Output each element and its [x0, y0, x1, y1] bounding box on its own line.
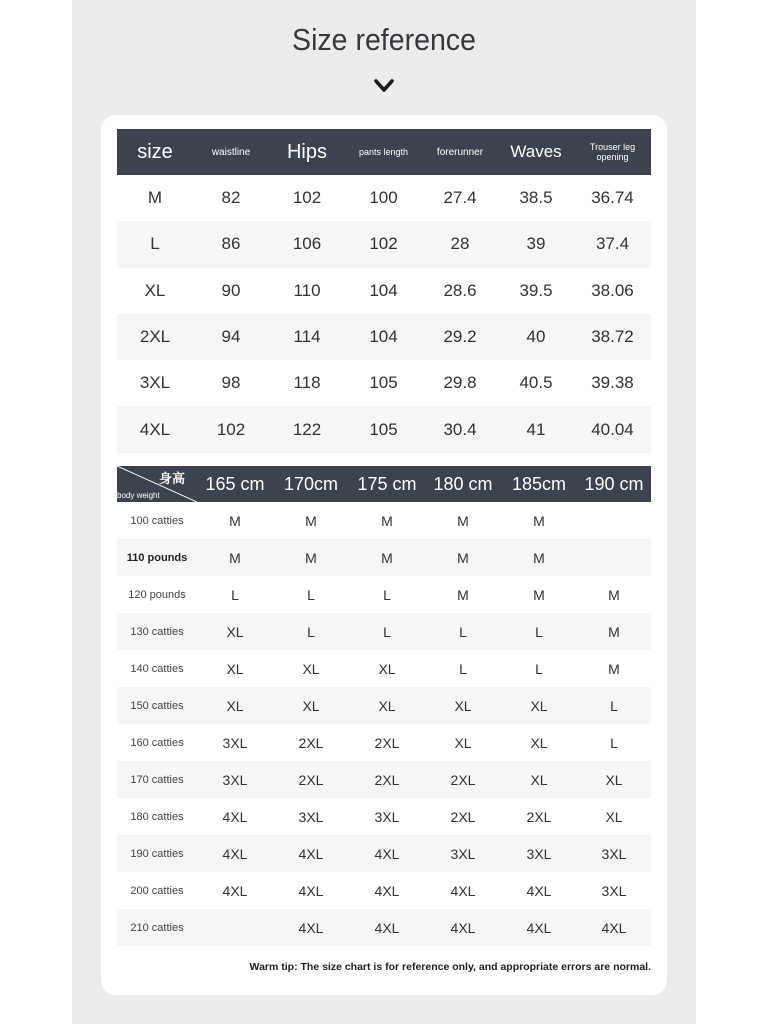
recommended-size-cell: M: [457, 586, 469, 603]
recommended-size-cell: 4XL: [374, 882, 400, 899]
measurement-cell: 86: [193, 221, 269, 267]
measurement-cell: 29.8: [443, 373, 477, 393]
measurement-cell: 28: [422, 221, 498, 267]
measurement-cell: 122: [269, 406, 345, 452]
weight-row: [117, 909, 651, 946]
size-label-cell: M: [147, 188, 163, 208]
recommended-size-cell: XL: [425, 687, 501, 724]
measurement-cell: 105: [345, 406, 422, 452]
weight-label-cell: 160 catties: [130, 736, 184, 749]
recommended-size-cell: 4XL: [222, 808, 248, 825]
recommended-size-cell: 3XL: [298, 808, 324, 825]
recommended-size-cell: 2XL: [450, 808, 476, 825]
recommended-size-cell: 2XL: [526, 808, 552, 825]
measurement-cell: 40: [498, 314, 574, 360]
measurement-cell: 82: [221, 188, 241, 208]
recommended-size-cell: 4XL: [349, 835, 425, 872]
recommended-size-cell: 4XL: [577, 909, 651, 946]
measurement-cell: 38.06: [591, 280, 634, 300]
weight-row: [117, 613, 651, 650]
size-row: [117, 221, 651, 267]
measurement-cell: 27.4: [443, 188, 477, 208]
weight-label-cell: 140 catties: [130, 662, 184, 675]
recommended-size-cell: L: [459, 660, 467, 677]
recommended-size-cell: 2XL: [349, 761, 425, 798]
weight-row: [117, 724, 651, 761]
size-row: [117, 360, 651, 406]
size-label-cell: 2XL: [117, 314, 193, 360]
size-row: [117, 314, 651, 360]
measurement-cell: 104: [369, 280, 398, 300]
weight-label-cell: 210 catties: [117, 909, 197, 946]
height-header: 185cm: [501, 466, 577, 502]
header-hips: Hips: [269, 129, 345, 175]
recommended-size-cell: 4XL: [222, 882, 248, 899]
recommended-size-cell: XL: [273, 687, 349, 724]
weight-row: [117, 576, 651, 613]
recommended-size-cell: XL: [501, 687, 577, 724]
recommended-size-cell: 3XL: [374, 808, 400, 825]
header-waistline: waistline: [193, 129, 269, 175]
measurement-cell: 106: [269, 221, 345, 267]
size-row: [117, 175, 651, 221]
warm-tip: Warm tip: The size chart is for reference only, and appropriate errors are normal.: [249, 961, 651, 973]
recommended-size-cell: 4XL: [298, 882, 324, 899]
height-header: 170cm: [273, 466, 349, 502]
size-label-cell: 3XL: [139, 373, 171, 393]
recommended-size-cell: 3XL: [601, 882, 627, 899]
recommended-size-cell: M: [501, 539, 577, 576]
weight-row: [117, 687, 651, 724]
recommended-size-cell: 4XL: [273, 835, 349, 872]
measurement-cell: 102: [193, 406, 269, 452]
weight-row: [117, 650, 651, 687]
measurement-cell: 110: [293, 280, 321, 300]
header-pants-length: pants length: [345, 129, 422, 175]
recommended-size-cell: 2XL: [298, 734, 324, 751]
recommended-size-cell: 3XL: [501, 835, 577, 872]
size-label-cell: XL: [144, 280, 166, 300]
size-table-header: [117, 129, 651, 175]
corner-header: [117, 466, 197, 502]
measurement-cell: 40.5: [519, 373, 553, 393]
recommended-size-cell: M: [608, 660, 620, 677]
measurement-cell: 39: [498, 221, 574, 267]
measurement-cell: 102: [345, 221, 422, 267]
recommended-size-cell: L: [307, 586, 315, 603]
recommended-size-cell: 3XL: [222, 734, 248, 751]
height-header: 175 cm: [349, 466, 425, 502]
recommended-size-cell: L: [383, 586, 391, 603]
height-header: 190 cm: [577, 466, 651, 502]
page-title: Size reference: [292, 22, 476, 57]
recommended-size-cell: M: [608, 586, 620, 603]
recommended-size-cell: M: [273, 539, 349, 576]
size-row: [117, 268, 651, 314]
weight-label-cell: 190 catties: [117, 835, 197, 872]
recommended-size-cell: XL: [302, 660, 320, 677]
recommended-size-cell: XL: [226, 660, 244, 677]
height-header: 180 cm: [425, 466, 501, 502]
weight-label-cell: 100 catties: [130, 514, 184, 527]
recommended-size-cell: L: [610, 734, 618, 751]
recommended-size-cell: XL: [378, 660, 396, 677]
weight-row: [117, 798, 651, 835]
weight-label-cell: 120 pounds: [128, 588, 186, 601]
recommended-size-cell: 4XL: [425, 909, 501, 946]
measurement-cell: 100: [369, 188, 398, 208]
recommended-size-cell: M: [577, 613, 651, 650]
measurement-cell: 28.6: [443, 280, 477, 300]
recommended-size-cell: XL: [349, 687, 425, 724]
recommended-size-cell: XL: [577, 761, 651, 798]
recommended-size-cell: L: [231, 586, 239, 603]
recommended-size-cell: L: [273, 613, 349, 650]
measurement-cell: 30.4: [422, 406, 498, 452]
measurement-cell: 36.74: [591, 188, 634, 208]
header-trouser-leg-opening: Trouser leg opening: [574, 129, 651, 175]
weight-label-cell: 130 catties: [117, 613, 197, 650]
height-header: 165 cm: [197, 466, 273, 502]
weight-label-cell: 150 catties: [117, 687, 197, 724]
recommended-size-cell: XL: [197, 613, 273, 650]
size-label-cell: L: [117, 221, 193, 267]
recommended-size-cell: 4XL: [501, 909, 577, 946]
measurement-cell: 41: [498, 406, 574, 452]
recommended-size-cell: M: [229, 512, 241, 529]
measurement-cell: 98: [221, 373, 241, 393]
body-weight-label: body weight: [117, 491, 160, 500]
weight-row: [117, 835, 651, 872]
recommended-size-cell: 3XL: [197, 761, 273, 798]
size-row: [117, 406, 651, 452]
recommended-size-cell: M: [349, 539, 425, 576]
weight-label-cell: 180 catties: [130, 810, 184, 823]
recommended-size-cell: 2XL: [374, 734, 400, 751]
recommended-size-cell: M: [381, 512, 393, 529]
recommended-size-cell: [197, 909, 273, 946]
recommended-size-cell: L: [501, 613, 577, 650]
recommended-size-cell: 3XL: [577, 835, 651, 872]
weight-row: [117, 502, 651, 539]
recommended-size-cell: 4XL: [273, 909, 349, 946]
recommended-size-cell: XL: [454, 734, 472, 751]
measurement-cell: 102: [292, 188, 322, 208]
weight-label-cell: 170 catties: [117, 761, 197, 798]
measurement-cell: 37.4: [574, 221, 651, 267]
recommended-size-cell: XL: [530, 734, 548, 751]
measurement-cell: 39.38: [591, 373, 634, 393]
recommended-size-cell: M: [197, 539, 273, 576]
recommended-size-cell: M: [533, 512, 545, 529]
measurement-cell: 38.5: [519, 188, 553, 208]
measurement-cell: 114: [269, 314, 345, 360]
recommended-size-cell: L: [349, 613, 425, 650]
measurement-cell: 38.72: [574, 314, 651, 360]
recommended-size-cell: 2XL: [425, 761, 501, 798]
chevron-down-icon: [374, 79, 394, 93]
recommended-size-cell: XL: [605, 808, 623, 825]
header-forerunner: forerunner: [422, 129, 498, 175]
weight-row: [117, 872, 651, 909]
measurement-cell: 39.5: [519, 280, 553, 300]
measurement-cell: 94: [193, 314, 269, 360]
recommended-size-cell: XL: [197, 687, 273, 724]
header-waves: Waves: [498, 129, 574, 175]
recommended-size-cell: M: [305, 512, 317, 529]
recommended-size-cell: M: [457, 512, 469, 529]
weight-table-header: [117, 466, 651, 502]
measurement-cell: 118: [293, 373, 321, 393]
recommended-size-cell: M: [425, 539, 501, 576]
recommended-size-cell: XL: [501, 761, 577, 798]
size-label-cell: 4XL: [117, 406, 193, 452]
measurement-cell: 90: [221, 280, 241, 300]
recommended-size-cell: M: [533, 586, 545, 603]
recommended-size-cell: 2XL: [273, 761, 349, 798]
recommended-size-cell: L: [535, 660, 543, 677]
measurement-cell: 105: [369, 373, 398, 393]
weight-label-cell: 110 pounds: [117, 539, 197, 576]
weight-row: [117, 539, 651, 576]
recommended-size-cell: 4XL: [349, 909, 425, 946]
measurement-cell: 29.2: [422, 314, 498, 360]
header-size: size: [117, 129, 193, 175]
recommended-size-cell: [577, 502, 651, 539]
weight-label-cell: 200 catties: [130, 884, 184, 897]
recommended-size-cell: 4XL: [526, 882, 552, 899]
weight-row: [117, 761, 651, 798]
recommended-size-cell: L: [577, 687, 651, 724]
recommended-size-cell: 4XL: [197, 835, 273, 872]
recommended-size-cell: L: [425, 613, 501, 650]
measurement-cell: 40.04: [574, 406, 651, 452]
measurement-cell: 104: [345, 314, 422, 360]
weight-size-table: [117, 466, 651, 946]
size-table: [117, 129, 651, 453]
height-label: 身高: [158, 471, 185, 486]
recommended-size-cell: [577, 539, 651, 576]
recommended-size-cell: 3XL: [425, 835, 501, 872]
recommended-size-cell: 4XL: [450, 882, 476, 899]
